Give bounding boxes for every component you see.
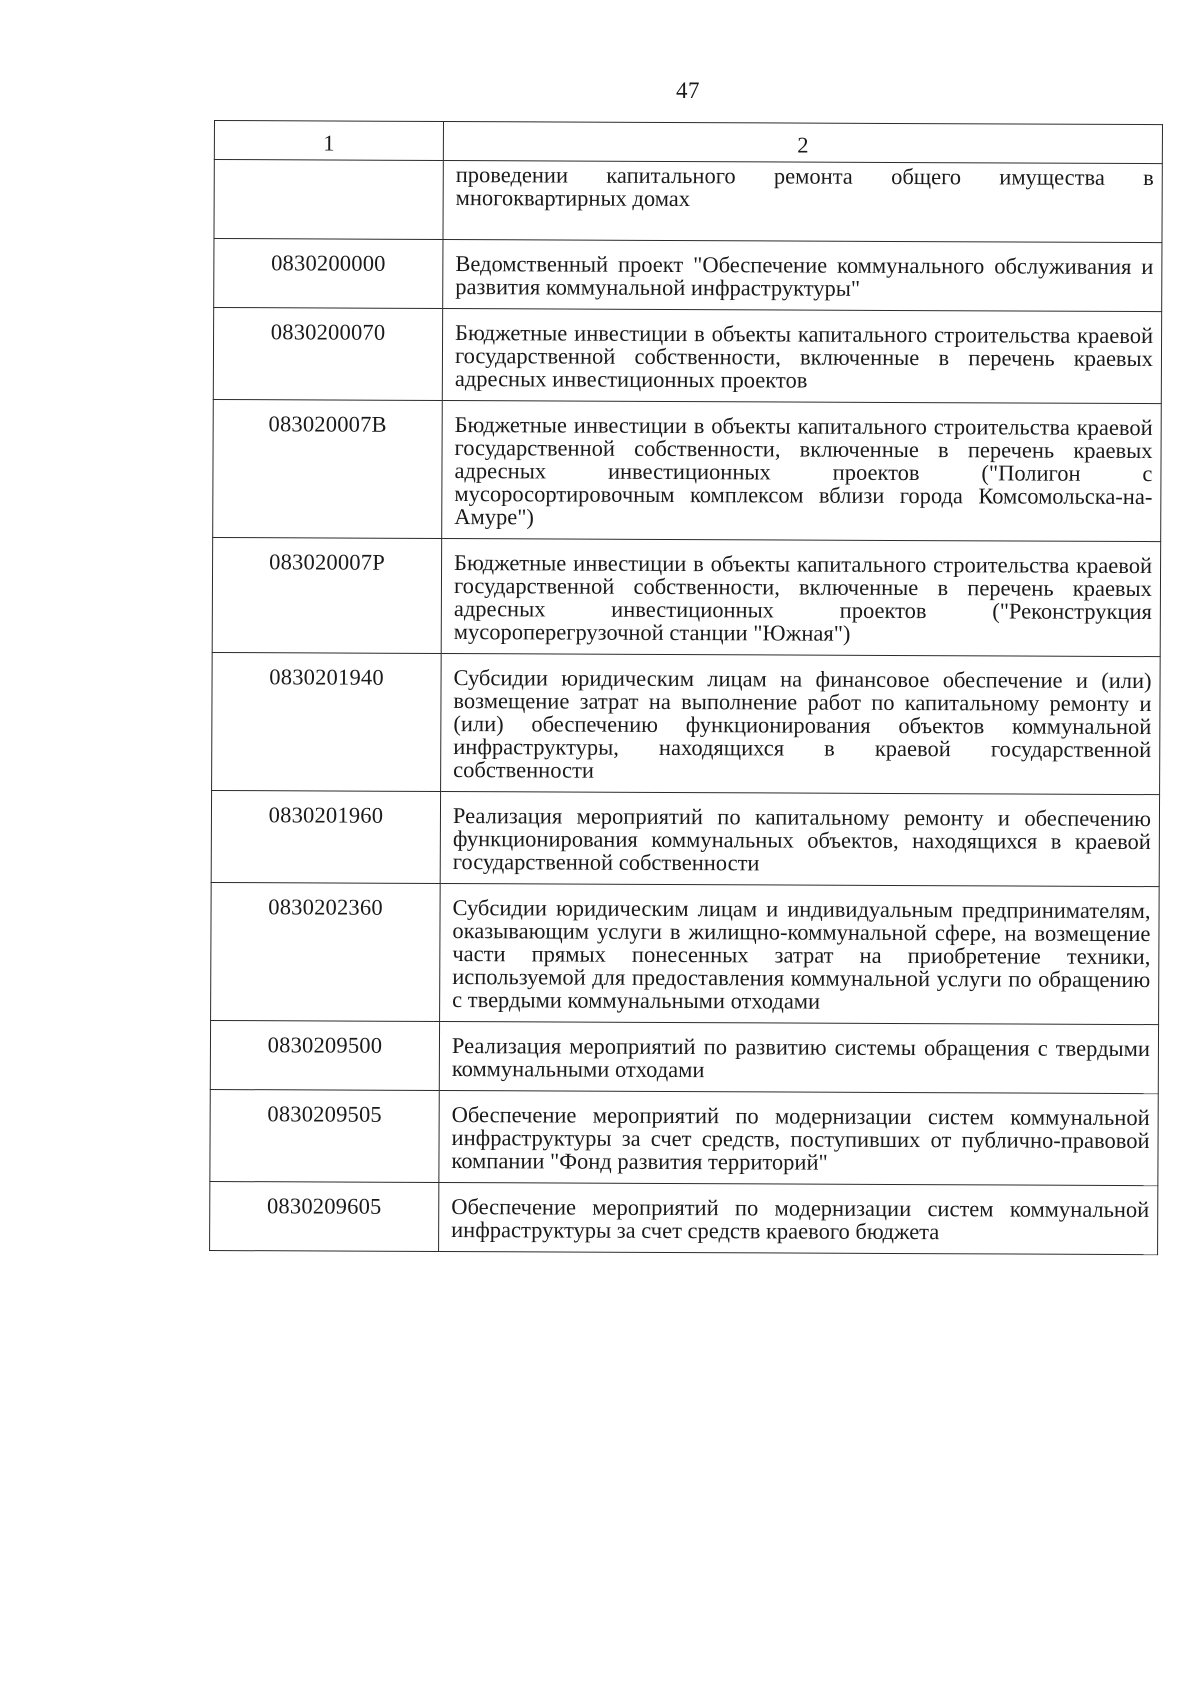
row-description: Субсидии юридическим лицам и индивидуальным предпринимателям, оказывающим услуги в жилищно-коммунальной сфере, на возмещение части прямых понесенных затрат на приобретение техники, используемой для предоставления коммунальной услуги по обращению с твердыми коммунальными отходами <box>440 883 1160 1024</box>
table-row <box>214 160 1162 243</box>
table-row <box>214 239 1162 312</box>
row-code: 0830200070 <box>213 308 442 401</box>
table-row <box>213 308 1161 404</box>
row-code: 0830209505 <box>210 1089 439 1182</box>
row-description: Бюджетные инвестиции в объекты капитального строительства краевой государственной собственности, включенные в перечень краевых адресных инвестиционных проектов ("Полигон с мусоросортировочным комплексом вблизи города Комсомольска-на-Амуре") <box>442 400 1162 541</box>
table-row <box>212 537 1160 656</box>
table-row <box>210 1181 1158 1254</box>
page-number: 47 <box>676 78 700 103</box>
row-code: 083020007В <box>213 399 443 538</box>
row-description: Реализация мероприятий по развитию системы обращения с твердыми коммунальными отходами <box>439 1021 1158 1093</box>
column-header-2: 2 <box>443 122 1162 164</box>
row-code: 0830201960 <box>211 790 440 883</box>
table-row <box>212 652 1161 794</box>
table-row <box>211 882 1160 1024</box>
row-code: 0830209605 <box>210 1181 439 1251</box>
table-row <box>210 1020 1158 1093</box>
row-description: Субсидии юридическим лицам на финансовое обеспечение и (или) возмещение затрат на выполнение работ по капитальному ремонту и (или) обеспечению функционирования объектов коммунальной инфраструктуры, находящихся в краевой государственной собственности <box>441 653 1161 794</box>
table-header-row <box>214 121 1162 164</box>
table-row <box>210 1089 1158 1185</box>
row-description: проведении капитального ремонта общего имущества в многоквартирных домах <box>443 161 1162 243</box>
row-description: Реализация мероприятий по капитальному ремонту и обеспечению функционирования коммунальных объектов, находящихся в краевой государственной собственности <box>440 791 1159 886</box>
row-code: 0830202360 <box>211 882 441 1021</box>
table-row <box>211 790 1159 886</box>
row-description: Ведомственный проект "Обеспечение коммунального обслуживания и развития коммунальной инфраструктуры" <box>443 240 1162 312</box>
row-description: Обеспечение мероприятий по модернизации систем коммунальной инфраструктуры за счет средств, поступивших от публично-правовой компании "Фонд развития территорий" <box>439 1090 1158 1185</box>
row-code: 0830209500 <box>210 1020 439 1090</box>
table-row <box>213 399 1162 541</box>
row-description: Бюджетные инвестиции в объекты капитального строительства краевой государственной собственности, включенные в перечень краевых адресных инвестиционных проектов ("Реконструкция мусороперегрузочной станции "Южная") <box>441 538 1160 656</box>
row-code <box>214 160 443 240</box>
row-code: 0830200000 <box>214 239 443 309</box>
row-description: Бюджетные инвестиции в объекты капитального строительства краевой государственной собственности, включенные в перечень краевых адресных инвестиционных проектов <box>442 308 1161 403</box>
row-description: Обеспечение мероприятий по модернизации систем коммунальной инфраструктуры за счет средств краевого бюджета <box>439 1182 1158 1254</box>
column-header-1: 1 <box>214 121 443 161</box>
budget-classification-table <box>209 120 1163 1255</box>
row-code: 0830201940 <box>212 652 442 791</box>
row-code: 083020007Р <box>212 537 441 653</box>
